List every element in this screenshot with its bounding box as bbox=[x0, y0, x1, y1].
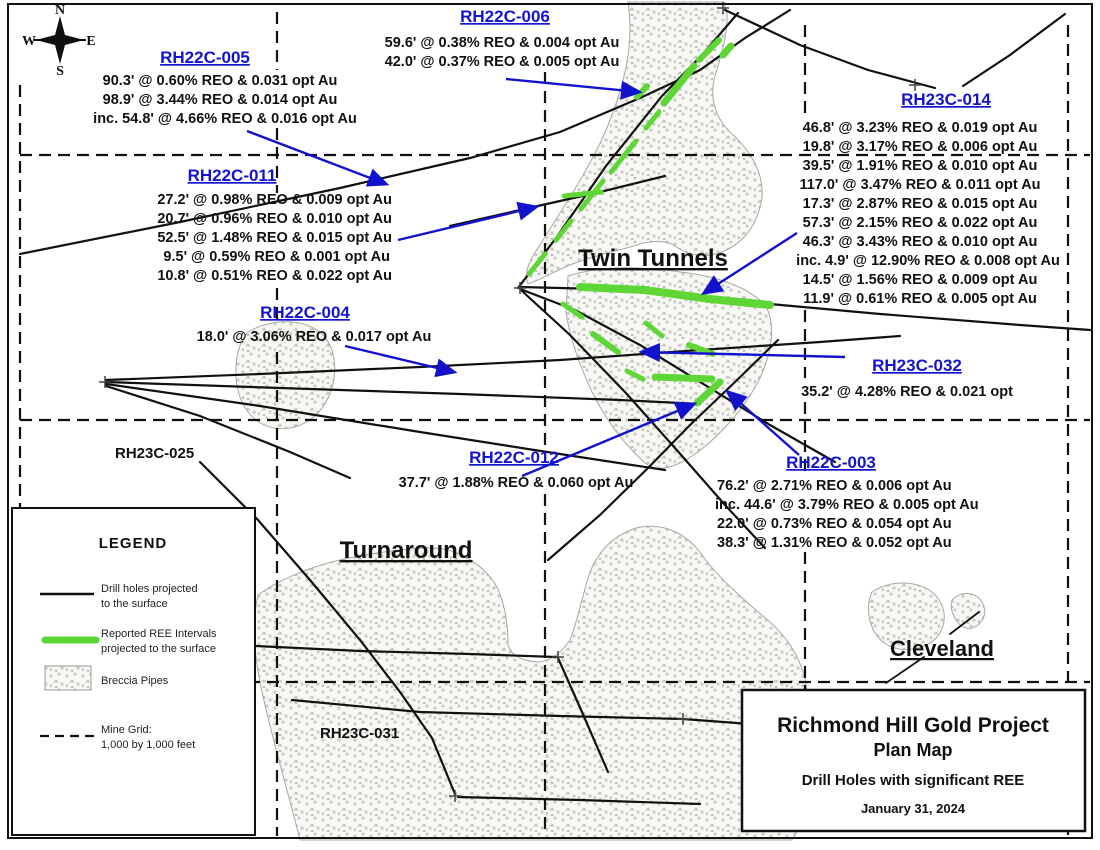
interval-text: 18.0' @ 3.06% REO & 0.017 opt Au bbox=[196, 329, 432, 345]
legend-breccia-pipes-icon bbox=[45, 666, 91, 690]
hole-id-rh23c-025: RH23C-025 bbox=[115, 445, 195, 462]
interval-text: 46.8' @ 3.23% REO & 0.019 opt Au bbox=[802, 120, 1038, 136]
hole-id-rh22c-011: RH22C-011 bbox=[187, 166, 277, 185]
interval-text: 117.0' @ 3.47% REO & 0.011 opt Au bbox=[799, 177, 1041, 193]
ree-interval bbox=[655, 377, 712, 379]
interval-text: 27.2' @ 0.98% REO & 0.009 opt Au bbox=[157, 192, 392, 208]
interval-text: 98.9' @ 3.44% REO & 0.014 opt Au bbox=[102, 92, 338, 108]
place-label-cleveland: Cleveland bbox=[890, 636, 994, 661]
interval-text: 35.2' @ 4.28% REO & 0.021 opt bbox=[801, 384, 1013, 400]
legend-item-label: Breccia Pipes bbox=[101, 675, 169, 687]
hole-id-rh22c-003: RH22C-003 bbox=[786, 453, 876, 472]
interval-text: 37.7' @ 1.88% REO & 0.060 opt Au bbox=[398, 475, 634, 491]
interval-text: 11.9' @ 0.61% REO & 0.005 opt Au bbox=[803, 291, 1037, 307]
legend-box bbox=[12, 508, 255, 835]
interval-text: 42.0' @ 0.37% REO & 0.005 opt Au bbox=[384, 54, 620, 70]
interval-text: inc. 44.6' @ 3.79% REO & 0.005 opt Au bbox=[715, 497, 979, 513]
place-label-turnaround: Turnaround bbox=[339, 537, 473, 564]
hole-id-rh22c-005: RH22C-005 bbox=[160, 48, 250, 67]
interval-text: 38.3' @ 1.31% REO & 0.052 opt Au bbox=[717, 535, 952, 551]
interval-text: 14.5' @ 1.56% REO & 0.009 opt Au bbox=[802, 272, 1038, 288]
interval-text: inc. 54.8' @ 4.66% REO & 0.016 opt Au bbox=[93, 111, 357, 127]
legend-item-label: projected to the surface bbox=[101, 643, 216, 655]
legend-title: LEGEND bbox=[98, 535, 168, 552]
interval-text: 57.3' @ 2.15% REO & 0.022 opt Au bbox=[802, 215, 1038, 231]
title-block bbox=[742, 690, 1085, 831]
project-title: Richmond Hill Gold Project bbox=[777, 714, 1049, 737]
interval-text: 46.3' @ 3.43% REO & 0.010 opt Au bbox=[802, 234, 1038, 250]
interval-text: 76.2' @ 2.71% REO & 0.006 opt Au bbox=[717, 478, 952, 494]
interval-text: 20.7' @ 0.96% REO & 0.010 opt Au bbox=[157, 211, 392, 227]
hole-id-rh23c-014: RH23C-014 bbox=[901, 90, 991, 109]
compass-west-label: W bbox=[22, 34, 36, 49]
interval-text: 9.5' @ 0.59% REO & 0.001 opt Au bbox=[163, 249, 390, 265]
interval-text: 22.0' @ 0.73% REO & 0.054 opt Au bbox=[717, 516, 952, 532]
legend-item-label: Mine Grid: bbox=[101, 724, 152, 736]
compass-south-label: S bbox=[56, 64, 64, 79]
legend-item-label: Reported REE Intervals bbox=[101, 628, 217, 640]
legend-item-label: 1,000 by 1,000 feet bbox=[101, 739, 196, 751]
compass-north-label: N bbox=[54, 3, 66, 18]
interval-text: 52.5' @ 1.48% REO & 0.015 opt Au bbox=[157, 230, 392, 246]
place-label-twin-tunnels: Twin Tunnels bbox=[578, 245, 728, 272]
interval-text: 39.5' @ 1.91% REO & 0.010 opt Au bbox=[802, 158, 1038, 174]
legend-item-label: to the surface bbox=[101, 598, 168, 610]
map-date: January 31, 2024 bbox=[860, 801, 966, 816]
hole-id-rh22c-012: RH22C-012 bbox=[469, 448, 559, 467]
compass-east-label: E bbox=[86, 34, 96, 49]
interval-text: 90.3' @ 0.60% REO & 0.031 opt Au bbox=[102, 73, 338, 89]
interval-text: 17.3' @ 2.87% REO & 0.015 opt Au bbox=[802, 196, 1038, 212]
interval-text: inc. 4.9' @ 12.90% REO & 0.008 opt Au bbox=[796, 253, 1060, 269]
hole-id-rh22c-004: RH22C-004 bbox=[260, 303, 350, 322]
interval-text: 10.8' @ 0.51% REO & 0.022 opt Au bbox=[157, 268, 392, 284]
hole-id-rh23c-032: RH23C-032 bbox=[872, 356, 962, 375]
map-type-title: Plan Map bbox=[873, 740, 953, 760]
map-subtitle: Drill Holes with significant REE bbox=[801, 772, 1025, 789]
interval-text: 59.6' @ 0.38% REO & 0.004 opt Au bbox=[384, 35, 620, 51]
legend-item-label: Drill holes projected bbox=[101, 583, 198, 595]
hole-id-rh23c-031: RH23C-031 bbox=[320, 725, 400, 742]
hole-id-rh22c-006: RH22C-006 bbox=[460, 7, 550, 26]
interval-text: 19.8' @ 3.17% REO & 0.006 opt Au bbox=[802, 139, 1038, 155]
